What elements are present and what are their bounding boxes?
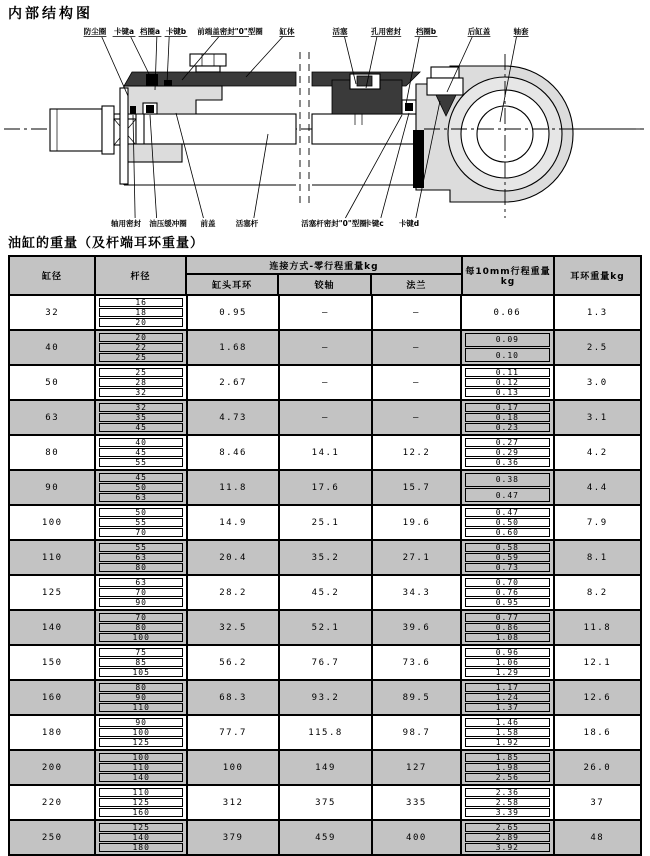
per10mm-cell — [462, 646, 554, 679]
flange-cell: 89.5 — [373, 681, 462, 714]
rod-cell-value: 28 — [99, 378, 182, 387]
per10mm-cell-value: 3.92 — [465, 843, 549, 852]
flange-cell: — — [373, 331, 462, 364]
head-ring-cell: 56.2 — [188, 646, 280, 679]
per10mm-cell-value: 1.46 — [465, 718, 549, 727]
rod-cell-value: 45 — [99, 423, 182, 432]
per10mm-cell-value: 0.17 — [465, 403, 549, 412]
table-row — [10, 819, 640, 854]
rod-cell-value: 110 — [99, 763, 182, 772]
per10mm-cell-value: 0.59 — [465, 553, 549, 562]
bore-cell: 150 — [10, 646, 96, 679]
header-connection-group — [187, 257, 463, 294]
rod-cell-value: 125 — [99, 798, 182, 807]
head-ring-cell: 77.7 — [188, 716, 280, 749]
head-ring-cell: 68.3 — [188, 681, 280, 714]
per10mm-cell-value: 2.56 — [465, 773, 549, 782]
key-a-label-leader — [131, 37, 150, 76]
per10mm-cell — [462, 716, 554, 749]
head-ring-cell: 2.67 — [188, 366, 280, 399]
table-row — [10, 749, 640, 784]
rod-cell-value: 125 — [99, 823, 182, 832]
rod-cell-value: 22 — [99, 343, 182, 352]
bore-cell: 63 — [10, 401, 96, 434]
per10mm-cell-value: 0.38 — [465, 473, 549, 487]
per10mm-cell-value: 0.18 — [465, 413, 549, 422]
cylinder-structure-diagram — [0, 22, 650, 234]
rod-cell — [96, 786, 187, 819]
per10mm-cell-value: 2.89 — [465, 833, 549, 842]
rod-cell-value: 20 — [99, 318, 182, 327]
head-ring-cell: 8.46 — [188, 436, 280, 469]
rod-cell-value: 18 — [99, 308, 182, 317]
pivot-cell: 45.2 — [280, 576, 372, 609]
rod-end-shape — [50, 109, 102, 151]
retainer-a-label: 档圈a — [139, 27, 161, 36]
rod-cell-value: 180 — [99, 843, 182, 852]
pivot-cell: 14.1 — [280, 436, 372, 469]
table-row — [10, 469, 640, 504]
head-ring-cell: 0.95 — [188, 296, 280, 329]
front-cover-o-ring-label: 前端盖密封"0"型圈 — [197, 27, 263, 36]
rod-cell-value: 55 — [99, 458, 182, 467]
bushing-label: 轴套 — [513, 27, 529, 36]
header-bore: 缸径 — [10, 257, 96, 294]
shaft-seal-label: 轴用密封 — [111, 219, 141, 228]
per10mm-cell-value: 3.39 — [465, 808, 549, 817]
rod-cell — [96, 296, 187, 329]
flange-cell: — — [373, 401, 462, 434]
rod-cell — [96, 751, 187, 784]
per10mm-cell-value: 0.29 — [465, 448, 549, 457]
rod-cell-value: 85 — [99, 658, 182, 667]
flange-cell: — — [373, 366, 462, 399]
bore-cell: 125 — [10, 576, 96, 609]
diagram-title: 内部结构图 — [8, 6, 93, 22]
head-ring-cell: 1.68 — [188, 331, 280, 364]
head-ring-cell: 4.73 — [188, 401, 280, 434]
per10mm-cell-value: 0.12 — [465, 378, 549, 387]
flange-cell: 27.1 — [373, 541, 462, 574]
bore-cell: 40 — [10, 331, 96, 364]
key-d-label: 卡键d — [398, 219, 420, 228]
bore-cell: 80 — [10, 436, 96, 469]
pivot-cell: — — [280, 331, 372, 364]
rod-cell-value: 125 — [99, 738, 182, 747]
rod-cell — [96, 821, 187, 854]
header-flange: 法兰 — [406, 281, 427, 291]
pivot-cell: 25.1 — [280, 506, 372, 539]
header-rod: 杆径 — [96, 257, 187, 294]
pivot-cell: 76.7 — [280, 646, 372, 679]
piston-rod-label-leader — [254, 134, 268, 218]
bore-seal-shape — [357, 76, 372, 86]
ring-weight-cell: 12.1 — [583, 657, 612, 668]
key-b-shape — [164, 80, 172, 86]
rod-cell-value: 75 — [99, 648, 182, 657]
per10mm-cell-value: 0.10 — [465, 348, 549, 362]
per10mm-cell — [462, 611, 554, 644]
rod-cell — [96, 471, 187, 504]
pivot-cell: — — [280, 296, 372, 329]
pivot-cell: — — [280, 366, 372, 399]
key-d-shape — [413, 130, 424, 188]
table-row — [10, 714, 640, 749]
rod-cell-value: 45 — [99, 473, 182, 482]
per10mm-cell-value: 1.98 — [465, 763, 549, 772]
ring-weight-cell: 3.1 — [586, 412, 608, 423]
rod-cell-value: 50 — [99, 508, 182, 517]
ring-weight-cell: 1.3 — [586, 307, 608, 318]
rod-cell-value: 25 — [99, 368, 182, 377]
per10mm-cell-value: 1.85 — [465, 753, 549, 762]
per10mm-cell — [462, 786, 554, 819]
flange-cell: 73.6 — [373, 646, 462, 679]
per10mm-cell-value: 0.95 — [465, 598, 549, 607]
per10mm-cell-value: 1.06 — [465, 658, 549, 667]
rod-cell-value: 55 — [99, 543, 182, 552]
ring-weight-cell: 37 — [590, 797, 605, 808]
table-row — [10, 679, 640, 714]
head-ring-cell: 379 — [188, 821, 280, 854]
per10mm-cell — [462, 541, 554, 574]
per10mm-cell-value: 0.76 — [465, 588, 549, 597]
rod-cell-value: 50 — [99, 483, 182, 492]
table-row — [10, 609, 640, 644]
bore-cell: 220 — [10, 786, 96, 819]
head-ring-cell: 20.4 — [188, 541, 280, 574]
ring-weight-cell: 12.6 — [583, 692, 612, 703]
dust-ring-label: 防尘圈 — [83, 27, 107, 36]
table-row — [10, 574, 640, 609]
cylinder-body-label-leader — [246, 37, 282, 77]
head-ring-cell: 11.8 — [188, 471, 280, 504]
per10mm-cell — [462, 681, 554, 714]
flange-cell: 98.7 — [373, 716, 462, 749]
rod-cell-value: 110 — [99, 703, 182, 712]
rod-cell-value: 16 — [99, 298, 182, 307]
head-ring-cell: 14.9 — [188, 506, 280, 539]
rod-cell-value: 45 — [99, 448, 182, 457]
flange-cell: 34.3 — [373, 576, 462, 609]
bore-cell: 140 — [10, 611, 96, 644]
head-ring-cell: 32.5 — [188, 611, 280, 644]
pivot-cell: 115.8 — [280, 716, 372, 749]
ring-weight-cell: 2.5 — [586, 342, 608, 353]
rod-cell-value: 70 — [99, 588, 182, 597]
per10mm-cell — [462, 436, 554, 469]
rod-cell-value: 32 — [99, 388, 182, 397]
flange-cell: 12.2 — [373, 436, 462, 469]
table-row — [10, 399, 640, 434]
per10mm-cell-value: 1.08 — [465, 633, 549, 642]
rod-cell-value: 25 — [99, 353, 182, 362]
pivot-cell: 149 — [280, 751, 372, 784]
pivot-cell: 17.6 — [280, 471, 372, 504]
rod-cell-value: 63 — [99, 493, 182, 502]
flange-cell: 39.6 — [373, 611, 462, 644]
per10mm-cell — [462, 366, 554, 399]
per10mm-cell-value: 1.92 — [465, 738, 549, 747]
piston-rod-label: 活塞杆 — [235, 219, 259, 228]
flange-cell: 335 — [373, 786, 462, 819]
per10mm-cell-value: 2.65 — [465, 823, 549, 832]
table-row — [10, 364, 640, 399]
key-a-label: 卡键a — [113, 27, 135, 36]
per10mm-cell-value: 0.58 — [465, 543, 549, 552]
table-row — [10, 539, 640, 574]
rod-cell-value: 100 — [99, 753, 182, 762]
dust-ring-label-leader — [102, 37, 128, 96]
table-row — [10, 644, 640, 679]
per10mm-cell — [462, 471, 554, 504]
catalog-page — [0, 6, 650, 853]
rod-cell — [96, 401, 187, 434]
header-per10mm: 每10mm行程重量kg — [463, 257, 555, 294]
rod-cell — [96, 436, 187, 469]
flange-cell: 19.6 — [373, 506, 462, 539]
per10mm-cell-value: 0.47 — [465, 508, 549, 517]
bore-cell: 90 — [10, 471, 96, 504]
per10mm-cell-value: 0.09 — [465, 333, 549, 347]
rod-cell-value: 140 — [99, 833, 182, 842]
front-cover-label: 前盖 — [200, 219, 216, 228]
key-a-shape — [146, 74, 158, 86]
rod-cell-value: 55 — [99, 518, 182, 527]
per10mm-cell-value: 1.29 — [465, 668, 549, 677]
rod-cell-value: 70 — [99, 528, 182, 537]
per10mm-cell-value: 0.13 — [465, 388, 549, 397]
rod-cell-value: 100 — [99, 728, 182, 737]
rod-cell — [96, 681, 187, 714]
rod-cell-value: 100 — [99, 633, 182, 642]
per10mm-cell-value: 1.24 — [465, 693, 549, 702]
per10mm-cell-value: 1.37 — [465, 703, 549, 712]
flange-cell: 400 — [373, 821, 462, 854]
front-cover-shape — [124, 86, 222, 114]
header-connection-group-label: 连接方式-零行程重量kg — [187, 257, 461, 275]
rod-cell-value: 70 — [99, 613, 182, 622]
key-c-label: 卡键c — [364, 219, 384, 228]
rod-cell — [96, 611, 187, 644]
pivot-cell: 93.2 — [280, 681, 372, 714]
bore-cell: 250 — [10, 821, 96, 854]
pivot-cell: 35.2 — [280, 541, 372, 574]
bore-cell: 32 — [10, 296, 96, 329]
table-body — [10, 294, 640, 854]
rod-cell — [96, 541, 187, 574]
per10mm-cell-value: 0.47 — [465, 488, 549, 502]
ring-weight-cell: 8.1 — [586, 552, 608, 563]
weight-table — [8, 255, 642, 856]
rod-cell — [96, 331, 187, 364]
ring-weight-cell: 4.2 — [586, 447, 608, 458]
header-head-ring: 缸头耳环 — [187, 275, 279, 294]
cylinder-body-label: 缸体 — [279, 27, 295, 36]
ring-weight-cell: 26.0 — [583, 762, 612, 773]
rod-cell-value: 80 — [99, 623, 182, 632]
table-row — [10, 434, 640, 469]
per10mm-cell-value: 0.36 — [465, 458, 549, 467]
rod-cell-value: 80 — [99, 683, 182, 692]
per10mm-cell-value: 0.60 — [465, 528, 549, 537]
rod-cell-value: 40 — [99, 438, 182, 447]
per10mm-cell-value: 2.58 — [465, 798, 549, 807]
per10mm-cell-value: 0.77 — [465, 613, 549, 622]
table-title: 油缸的重量（及杆端耳环重量） — [8, 236, 205, 251]
rod-cell-value: 160 — [99, 808, 182, 817]
ring-weight-cell: 7.9 — [586, 517, 608, 528]
piston-label: 活塞 — [332, 27, 348, 36]
per10mm-cell-value: 0.96 — [465, 648, 549, 657]
table-header — [10, 257, 640, 294]
rod-cell — [96, 506, 187, 539]
per10mm-cell-value: 1.17 — [465, 683, 549, 692]
rod-cell — [96, 576, 187, 609]
per10mm-cell-value: 0.86 — [465, 623, 549, 632]
per10mm-cell — [462, 401, 554, 434]
bore-cell: 50 — [10, 366, 96, 399]
flange-cell: 15.7 — [373, 471, 462, 504]
rod-cell-value: 80 — [99, 563, 182, 572]
head-ring-cell: 28.2 — [188, 576, 280, 609]
rod-cell-value: 90 — [99, 718, 182, 727]
rod-cell-value: 32 — [99, 403, 182, 412]
retainer-b-label: 档圈b — [415, 27, 437, 36]
pivot-cell: 459 — [280, 821, 372, 854]
bore-seal-label: 孔用密封 — [371, 27, 401, 36]
per10mm-cell-value: 2.36 — [465, 788, 549, 797]
per10mm-cell-value: 0.50 — [465, 518, 549, 527]
rod-cell-value: 90 — [99, 598, 182, 607]
ring-weight-cell: 3.0 — [586, 377, 608, 388]
key-c-shape — [405, 103, 413, 111]
per10mm-cell — [462, 751, 554, 784]
per10mm-cell-value: 0.73 — [465, 563, 549, 572]
ring-weight-cell: 48 — [590, 832, 605, 843]
bore-cell: 100 — [10, 506, 96, 539]
rod-cell-value: 140 — [99, 773, 182, 782]
table-row — [10, 329, 640, 364]
dust-ring-shape — [120, 88, 128, 184]
flange-cell: 127 — [373, 751, 462, 784]
bore-cell: 200 — [10, 751, 96, 784]
ring-weight-cell: 4.4 — [586, 482, 608, 493]
rod-cell-value: 110 — [99, 788, 182, 797]
buffer-ring-shape — [146, 105, 154, 113]
header-ring-weight: 耳环重量kg — [570, 272, 625, 282]
oil-port-shape — [431, 67, 459, 78]
rod-cell-value: 105 — [99, 668, 182, 677]
rod-cell-value: 90 — [99, 693, 182, 702]
pivot-cell: 375 — [280, 786, 372, 819]
per10mm-cell-value: 0.23 — [465, 423, 549, 432]
pivot-cell: — — [280, 401, 372, 434]
per10mm-cell — [462, 331, 554, 364]
per10mm-cell — [462, 576, 554, 609]
table-row — [10, 504, 640, 539]
per10mm-cell-value: 0.27 — [465, 438, 549, 447]
per10mm-cell-value: 0.11 — [465, 368, 549, 377]
bore-cell: 160 — [10, 681, 96, 714]
bore-cell: 180 — [10, 716, 96, 749]
head-ring-cell: 100 — [188, 751, 280, 784]
per10mm-cell-value: 1.58 — [465, 728, 549, 737]
flange-cell: — — [373, 296, 462, 329]
table-row — [10, 784, 640, 819]
rod-o-ring-label: 活塞杆密封"0"型圈 — [301, 219, 367, 228]
per10mm-cell — [462, 821, 554, 854]
rear-cover-label: 后缸盖 — [467, 27, 491, 36]
pivot-cell: 52.1 — [280, 611, 372, 644]
bore-cell: 110 — [10, 541, 96, 574]
rod-cell-value: 63 — [99, 553, 182, 562]
head-ring-cell: 312 — [188, 786, 280, 819]
table-row — [10, 294, 640, 329]
shaft-seal-shape — [130, 106, 136, 114]
rod-cell — [96, 366, 187, 399]
per10mm-cell-value: 0.70 — [465, 578, 549, 587]
rod-cell-value: 35 — [99, 413, 182, 422]
rod-cell — [96, 716, 187, 749]
key-b-label: 卡键b — [165, 27, 187, 36]
header-pivot: 铰轴 — [279, 275, 371, 294]
rod-cell-value: 20 — [99, 333, 182, 342]
per10mm-cell — [462, 506, 554, 539]
per10mm-cell: 0.06 — [462, 296, 554, 329]
ring-weight-cell: 18.6 — [583, 727, 612, 738]
rod-cell-value: 63 — [99, 578, 182, 587]
ring-weight-cell: 8.2 — [586, 587, 608, 598]
buffer-ring-label: 油压缓冲圈 — [149, 219, 187, 228]
ring-weight-cell: 11.8 — [583, 622, 612, 633]
rod-cell — [96, 646, 187, 679]
